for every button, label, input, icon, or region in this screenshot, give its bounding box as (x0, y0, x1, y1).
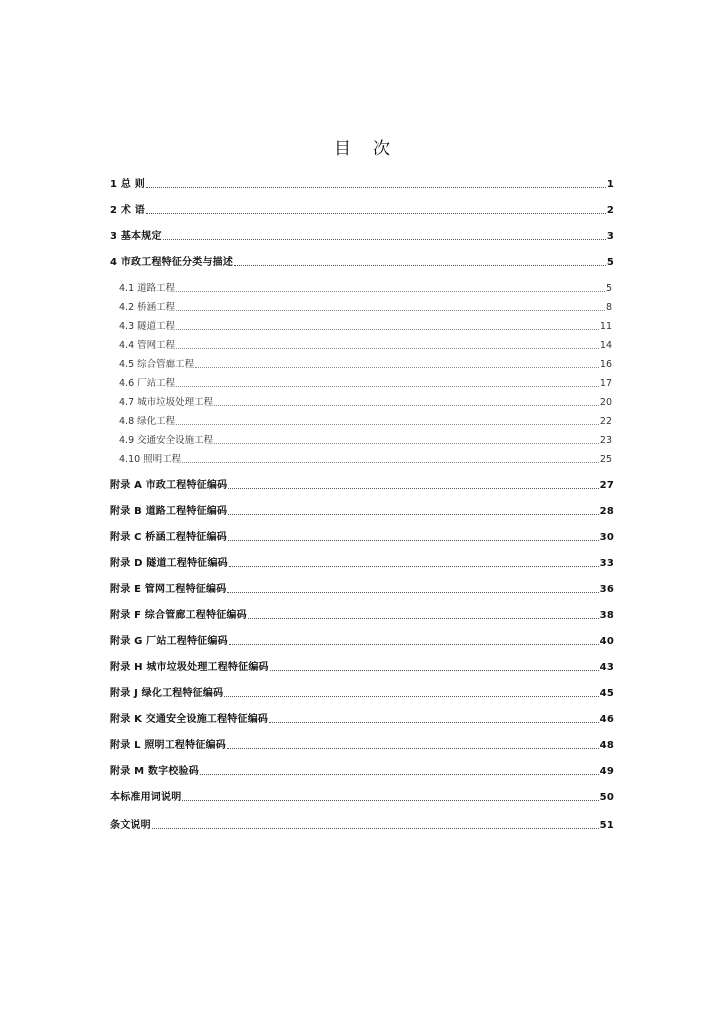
toc-subentry-label: 4.6 厂站工程 (119, 378, 176, 389)
toc-title-part2: 次 (373, 139, 390, 159)
dot-leader (182, 800, 598, 801)
toc-subentry-label: 4.10 照明工程 (119, 454, 182, 465)
toc-entry-label: 附录 J 绿化工程特征编码 (110, 688, 224, 699)
dot-leader (227, 592, 598, 593)
toc-entry-label: 附录 C 桥涵工程特征编码 (110, 532, 227, 543)
toc-subentry-page: 8 (605, 302, 612, 313)
dot-leader (176, 291, 605, 292)
toc-entry-label: 附录 L 照明工程特征编码 (110, 740, 226, 751)
toc-entry-page: 38 (599, 610, 614, 621)
dot-leader (146, 213, 606, 214)
toc-subentry[interactable] (119, 339, 612, 353)
toc-entry[interactable] (110, 609, 614, 623)
dot-leader (270, 670, 599, 671)
toc-subentry[interactable] (119, 453, 612, 467)
toc-entry[interactable] (110, 713, 614, 727)
toc-entry-label: 附录 K 交通安全设施工程特征编码 (110, 714, 269, 725)
dot-leader (200, 774, 599, 775)
dot-leader (146, 187, 606, 188)
toc-entry-page: 28 (599, 506, 614, 517)
toc-entry[interactable] (110, 479, 614, 493)
toc-entry[interactable] (110, 230, 614, 244)
toc-entry-page: 27 (599, 480, 614, 491)
toc-entry-label: 附录 H 城市垃圾处理工程特征编码 (110, 662, 269, 673)
toc-subentry-page: 14 (599, 340, 612, 351)
toc-entry-page: 49 (599, 766, 614, 777)
toc-subentry-page: 20 (599, 397, 612, 408)
toc-entry-label: 3 基本规定 (110, 231, 162, 242)
toc-entry[interactable] (110, 178, 614, 192)
dot-leader (176, 310, 605, 311)
toc-title-part1: 目 (334, 139, 351, 159)
toc-subentry[interactable] (119, 358, 612, 372)
toc-subentry[interactable] (119, 434, 612, 448)
toc-entry[interactable] (110, 531, 614, 545)
dot-leader (269, 722, 599, 723)
dot-leader (229, 644, 599, 645)
toc-subentry[interactable] (119, 282, 612, 296)
dot-leader (228, 514, 598, 515)
dot-leader (214, 405, 599, 406)
dot-leader (227, 748, 599, 749)
toc-entry[interactable] (110, 661, 614, 675)
toc-subentry-page: 11 (599, 321, 612, 332)
toc-subentry-label: 4.1 道路工程 (119, 283, 176, 294)
toc-entry-label: 2 术 语 (110, 205, 145, 216)
toc-entry[interactable] (110, 256, 614, 270)
dot-leader (228, 540, 599, 541)
dot-leader (176, 348, 599, 349)
toc-title (0, 134, 724, 159)
toc-entry[interactable] (110, 739, 614, 753)
toc-entry[interactable] (110, 557, 614, 571)
toc-entry-label: 附录 B 道路工程特征编码 (110, 506, 228, 517)
dot-leader (176, 329, 599, 330)
toc-entry-label: 附录 M 数字校验码 (110, 766, 199, 777)
toc-entry-page: 2 (606, 205, 614, 216)
toc-entry-page: 30 (599, 532, 614, 543)
toc-entry-page: 36 (599, 584, 614, 595)
toc-entry-label: 条文说明 (110, 820, 151, 831)
toc-entry-label: 1 总 则 (110, 179, 145, 190)
toc-subentry-page: 16 (599, 359, 612, 370)
dot-leader (228, 488, 598, 489)
toc-entry-label: 附录 A 市政工程特征编码 (110, 480, 228, 491)
toc-subentry[interactable] (119, 320, 612, 334)
toc-entry-page: 45 (599, 688, 614, 699)
dot-leader (248, 618, 599, 619)
dot-leader (224, 696, 598, 697)
toc-subentry-page: 5 (605, 283, 612, 294)
dot-leader (234, 265, 606, 266)
toc-subentry[interactable] (119, 301, 612, 315)
toc-entry[interactable] (110, 791, 614, 805)
dot-leader (182, 462, 599, 463)
toc-entry-page: 43 (599, 662, 614, 673)
toc-subentry-page: 25 (599, 454, 612, 465)
toc-entry-label: 本标准用词说明 (110, 792, 182, 803)
toc-entry-label: 附录 D 隧道工程特征编码 (110, 558, 228, 569)
toc-entry[interactable] (110, 819, 614, 833)
dot-leader (176, 386, 599, 387)
toc-entry-label: 附录 G 厂站工程特征编码 (110, 636, 228, 647)
toc-entry[interactable] (110, 505, 614, 519)
toc-subentry[interactable] (119, 377, 612, 391)
toc-entry-label: 附录 F 综合管廊工程特征编码 (110, 610, 247, 621)
toc-subentry-label: 4.4 管网工程 (119, 340, 176, 351)
dot-leader (214, 443, 599, 444)
toc-subentry-label: 4.7 城市垃圾处理工程 (119, 397, 214, 408)
toc-entry-page: 33 (599, 558, 614, 569)
toc-subentry-label: 4.2 桥涵工程 (119, 302, 176, 313)
dot-leader (195, 367, 599, 368)
toc-subentry-page: 23 (599, 435, 612, 446)
toc-entry-label: 4 市政工程特征分类与描述 (110, 257, 234, 268)
dot-leader (163, 239, 606, 240)
toc-entry-label: 附录 E 管网工程特征编码 (110, 584, 227, 595)
toc-entry-page: 3 (606, 231, 614, 242)
dot-leader (152, 828, 599, 829)
toc-subentry-label: 4.8 绿化工程 (119, 416, 176, 427)
toc-entry[interactable] (110, 583, 614, 597)
toc-entry[interactable] (110, 765, 614, 779)
toc-subentry[interactable] (119, 396, 612, 410)
dot-leader (229, 566, 599, 567)
dot-leader (176, 424, 599, 425)
toc-subentry-label: 4.3 隧道工程 (119, 321, 176, 332)
toc-subentry-label: 4.9 交通安全设施工程 (119, 435, 214, 446)
toc-entry[interactable] (110, 635, 614, 649)
toc-subentry-label: 4.5 综合管廊工程 (119, 359, 195, 370)
toc-subentry[interactable] (119, 415, 612, 429)
toc-entry-page: 40 (599, 636, 614, 647)
toc-entry-page: 1 (606, 179, 614, 190)
toc-entry-page: 46 (599, 714, 614, 725)
toc-subentry-page: 17 (599, 378, 612, 389)
toc-entry-page: 51 (599, 820, 614, 831)
toc-entry-page: 48 (599, 740, 614, 751)
toc-entry[interactable] (110, 204, 614, 218)
toc-entry-page: 5 (606, 257, 614, 268)
toc-entry[interactable] (110, 687, 614, 701)
toc-entry-page: 50 (599, 792, 614, 803)
toc-subentry-page: 22 (599, 416, 612, 427)
